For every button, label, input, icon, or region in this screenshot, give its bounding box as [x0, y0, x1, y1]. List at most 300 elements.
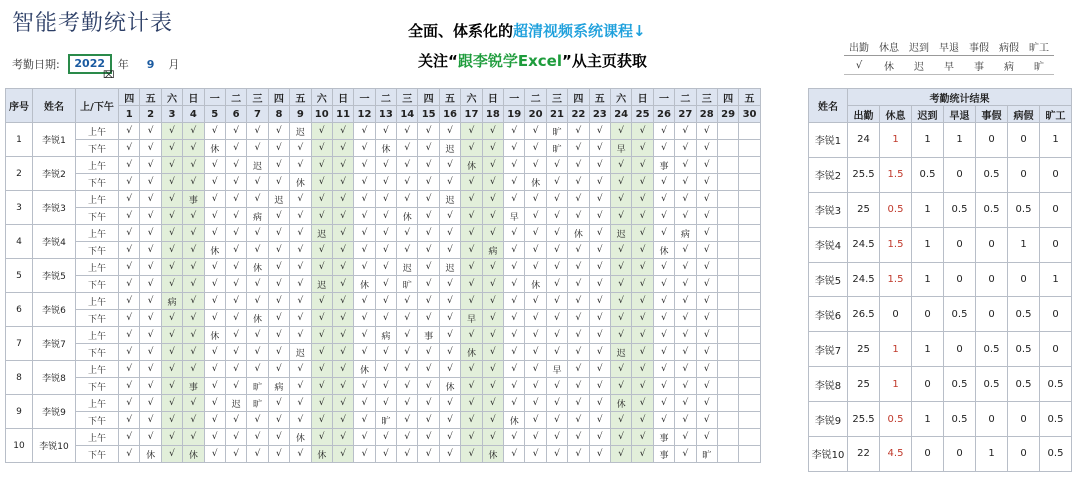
attendance-cell[interactable]: √	[589, 378, 610, 395]
attendance-cell[interactable]: 旷	[247, 395, 268, 412]
attendance-cell[interactable]: 事	[183, 191, 204, 208]
attendance-cell[interactable]: √	[119, 191, 140, 208]
attendance-cell[interactable]: 休	[247, 259, 268, 276]
attendance-cell[interactable]: 迟	[225, 395, 246, 412]
attendance-cell[interactable]: √	[632, 344, 653, 361]
attendance-cell[interactable]: √	[397, 242, 418, 259]
attendance-cell[interactable]: √	[247, 429, 268, 446]
attendance-cell[interactable]: √	[140, 140, 161, 157]
attendance-cell[interactable]: √	[439, 276, 460, 293]
attendance-cell[interactable]: √	[247, 191, 268, 208]
attendance-cell[interactable]: √	[183, 429, 204, 446]
attendance-cell[interactable]: √	[119, 276, 140, 293]
attendance-cell[interactable]: √	[225, 378, 246, 395]
attendance-cell[interactable]: √	[161, 242, 182, 259]
attendance-cell[interactable]: √	[589, 395, 610, 412]
attendance-cell[interactable]: √	[504, 429, 525, 446]
attendance-cell[interactable]: √	[247, 412, 268, 429]
attendance-cell[interactable]: √	[311, 140, 332, 157]
attendance-cell[interactable]: √	[482, 361, 503, 378]
month-input[interactable]: 9	[146, 57, 155, 71]
attendance-cell[interactable]	[739, 242, 760, 259]
attendance-cell[interactable]: √	[375, 191, 396, 208]
year-input[interactable]: 2022	[68, 54, 112, 74]
attendance-cell[interactable]: √	[589, 242, 610, 259]
attendance-cell[interactable]	[717, 174, 738, 191]
attendance-cell[interactable]: √	[332, 140, 353, 157]
attendance-cell[interactable]: √	[418, 276, 439, 293]
attendance-cell[interactable]: √	[140, 395, 161, 412]
attendance-cell[interactable]: √	[183, 259, 204, 276]
attendance-cell[interactable]: √	[568, 378, 589, 395]
attendance-cell[interactable]: √	[332, 157, 353, 174]
attendance-cell[interactable]: √	[546, 293, 567, 310]
attendance-cell[interactable]: √	[610, 446, 631, 463]
attendance-cell[interactable]: √	[204, 429, 225, 446]
attendance-cell[interactable]: √	[290, 395, 311, 412]
attendance-cell[interactable]: √	[504, 293, 525, 310]
attendance-cell[interactable]: √	[525, 429, 546, 446]
attendance-cell[interactable]: √	[632, 446, 653, 463]
attendance-cell[interactable]: √	[504, 123, 525, 140]
attendance-cell[interactable]: √	[119, 395, 140, 412]
attendance-cell[interactable]: 休	[397, 208, 418, 225]
attendance-cell[interactable]: √	[332, 225, 353, 242]
attendance-cell[interactable]: √	[183, 310, 204, 327]
attendance-cell[interactable]: √	[204, 123, 225, 140]
attendance-cell[interactable]: √	[204, 174, 225, 191]
attendance-cell[interactable]: √	[439, 327, 460, 344]
attendance-cell[interactable]: √	[675, 259, 696, 276]
attendance-cell[interactable]: √	[225, 259, 246, 276]
attendance-cell[interactable]: √	[653, 208, 674, 225]
attendance-cell[interactable]: √	[311, 310, 332, 327]
attendance-cell[interactable]	[717, 225, 738, 242]
attendance-cell[interactable]: √	[204, 293, 225, 310]
attendance-cell[interactable]: √	[161, 157, 182, 174]
attendance-cell[interactable]: √	[375, 378, 396, 395]
attendance-cell[interactable]: √	[504, 259, 525, 276]
attendance-cell[interactable]: √	[610, 310, 631, 327]
attendance-cell[interactable]: √	[418, 157, 439, 174]
attendance-cell[interactable]: √	[525, 378, 546, 395]
attendance-cell[interactable]: √	[568, 242, 589, 259]
attendance-cell[interactable]	[739, 123, 760, 140]
attendance-cell[interactable]: √	[354, 157, 375, 174]
attendance-cell[interactable]: 休	[610, 395, 631, 412]
attendance-cell[interactable]	[717, 191, 738, 208]
attendance-cell[interactable]: √	[482, 174, 503, 191]
attendance-cell[interactable]: 旷	[247, 378, 268, 395]
attendance-cell[interactable]: √	[418, 293, 439, 310]
attendance-cell[interactable]: √	[525, 395, 546, 412]
attendance-cell[interactable]: √	[268, 259, 289, 276]
attendance-cell[interactable]: √	[140, 242, 161, 259]
attendance-cell[interactable]: √	[204, 412, 225, 429]
attendance-cell[interactable]: √	[482, 208, 503, 225]
attendance-cell[interactable]: √	[632, 429, 653, 446]
attendance-cell[interactable]: √	[204, 361, 225, 378]
attendance-cell[interactable]: √	[268, 157, 289, 174]
attendance-cell[interactable]: √	[290, 361, 311, 378]
attendance-cell[interactable]: √	[482, 429, 503, 446]
attendance-cell[interactable]: √	[696, 174, 717, 191]
attendance-cell[interactable]: √	[225, 293, 246, 310]
attendance-cell[interactable]: √	[696, 157, 717, 174]
attendance-cell[interactable]: √	[397, 310, 418, 327]
attendance-cell[interactable]: √	[225, 208, 246, 225]
attendance-cell[interactable]	[739, 327, 760, 344]
attendance-cell[interactable]: √	[504, 395, 525, 412]
attendance-cell[interactable]: √	[504, 327, 525, 344]
attendance-cell[interactable]: √	[375, 361, 396, 378]
attendance-cell[interactable]: √	[439, 395, 460, 412]
attendance-cell[interactable]: √	[375, 208, 396, 225]
attendance-cell[interactable]: √	[418, 412, 439, 429]
attendance-cell[interactable]: √	[290, 446, 311, 463]
attendance-cell[interactable]: √	[161, 225, 182, 242]
attendance-cell[interactable]: 病	[675, 225, 696, 242]
attendance-cell[interactable]: √	[546, 429, 567, 446]
attendance-cell[interactable]: √	[653, 395, 674, 412]
attendance-cell[interactable]: √	[290, 225, 311, 242]
attendance-cell[interactable]: √	[311, 412, 332, 429]
attendance-cell[interactable]	[739, 310, 760, 327]
attendance-cell[interactable]: 迟	[290, 123, 311, 140]
attendance-cell[interactable]: √	[482, 259, 503, 276]
attendance-cell[interactable]: √	[247, 242, 268, 259]
attendance-cell[interactable]: √	[568, 174, 589, 191]
attendance-cell[interactable]: √	[183, 208, 204, 225]
attendance-cell[interactable]: √	[140, 225, 161, 242]
attendance-cell[interactable]: √	[332, 123, 353, 140]
attendance-cell[interactable]: √	[375, 123, 396, 140]
attendance-cell[interactable]: √	[119, 293, 140, 310]
attendance-cell[interactable]: √	[375, 310, 396, 327]
attendance-cell[interactable]: √	[632, 140, 653, 157]
attendance-cell[interactable]: √	[461, 140, 482, 157]
attendance-cell[interactable]: √	[610, 123, 631, 140]
attendance-cell[interactable]: 休	[290, 429, 311, 446]
attendance-cell[interactable]: √	[675, 327, 696, 344]
attendance-cell[interactable]: √	[354, 310, 375, 327]
attendance-cell[interactable]: √	[632, 225, 653, 242]
attendance-cell[interactable]	[739, 429, 760, 446]
attendance-cell[interactable]: √	[525, 242, 546, 259]
attendance-cell[interactable]: 旷	[546, 140, 567, 157]
attendance-cell[interactable]: √	[696, 361, 717, 378]
attendance-cell[interactable]: √	[696, 327, 717, 344]
attendance-cell[interactable]	[717, 327, 738, 344]
attendance-cell[interactable]: √	[610, 327, 631, 344]
attendance-cell[interactable]: √	[461, 446, 482, 463]
attendance-cell[interactable]: √	[461, 378, 482, 395]
attendance-cell[interactable]: √	[632, 191, 653, 208]
attendance-cell[interactable]: √	[140, 157, 161, 174]
attendance-cell[interactable]	[717, 259, 738, 276]
attendance-cell[interactable]: √	[482, 225, 503, 242]
attendance-cell[interactable]: √	[653, 293, 674, 310]
attendance-cell[interactable]: √	[161, 310, 182, 327]
attendance-cell[interactable]: √	[525, 310, 546, 327]
attendance-cell[interactable]: √	[696, 344, 717, 361]
attendance-cell[interactable]: √	[439, 361, 460, 378]
attendance-cell[interactable]: √	[397, 327, 418, 344]
attendance-cell[interactable]: √	[119, 157, 140, 174]
attendance-cell[interactable]: √	[183, 157, 204, 174]
attendance-cell[interactable]: √	[268, 446, 289, 463]
attendance-cell[interactable]: √	[568, 344, 589, 361]
attendance-cell[interactable]: 休	[525, 276, 546, 293]
attendance-cell[interactable]: √	[589, 140, 610, 157]
attendance-cell[interactable]: 休	[504, 412, 525, 429]
attendance-cell[interactable]: √	[225, 276, 246, 293]
attendance-cell[interactable]: √	[204, 259, 225, 276]
attendance-cell[interactable]	[717, 157, 738, 174]
attendance-cell[interactable]: √	[225, 361, 246, 378]
attendance-cell[interactable]: √	[653, 378, 674, 395]
attendance-cell[interactable]: 迟	[247, 157, 268, 174]
attendance-cell[interactable]: 休	[568, 225, 589, 242]
attendance-cell[interactable]: √	[119, 259, 140, 276]
attendance-cell[interactable]: 旷	[696, 446, 717, 463]
attendance-cell[interactable]: √	[268, 395, 289, 412]
attendance-cell[interactable]: √	[632, 293, 653, 310]
attendance-cell[interactable]: √	[675, 344, 696, 361]
attendance-cell[interactable]: √	[140, 412, 161, 429]
attendance-cell[interactable]: √	[482, 378, 503, 395]
attendance-cell[interactable]: √	[482, 344, 503, 361]
attendance-cell[interactable]: √	[696, 395, 717, 412]
attendance-cell[interactable]: √	[696, 140, 717, 157]
attendance-cell[interactable]: √	[332, 174, 353, 191]
attendance-cell[interactable]: 休	[461, 344, 482, 361]
attendance-cell[interactable]: √	[546, 242, 567, 259]
attendance-cell[interactable]: √	[354, 412, 375, 429]
attendance-cell[interactable]: √	[546, 310, 567, 327]
attendance-cell[interactable]: √	[525, 446, 546, 463]
attendance-cell[interactable]: √	[311, 123, 332, 140]
attendance-cell[interactable]: √	[610, 361, 631, 378]
attendance-cell[interactable]	[739, 412, 760, 429]
attendance-cell[interactable]: √	[696, 259, 717, 276]
attendance-cell[interactable]	[717, 344, 738, 361]
attendance-cell[interactable]: √	[247, 123, 268, 140]
attendance-cell[interactable]: √	[161, 140, 182, 157]
attendance-cell[interactable]: √	[161, 412, 182, 429]
attendance-cell[interactable]: √	[589, 225, 610, 242]
attendance-cell[interactable]: √	[632, 276, 653, 293]
attendance-cell[interactable]: √	[204, 157, 225, 174]
attendance-cell[interactable]: √	[589, 123, 610, 140]
attendance-cell[interactable]: √	[653, 310, 674, 327]
attendance-cell[interactable]: 休	[653, 242, 674, 259]
attendance-cell[interactable]: √	[696, 242, 717, 259]
attendance-cell[interactable]: √	[675, 140, 696, 157]
attendance-cell[interactable]: 迟	[290, 344, 311, 361]
attendance-cell[interactable]: √	[525, 157, 546, 174]
attendance-cell[interactable]: √	[268, 361, 289, 378]
attendance-cell[interactable]: √	[268, 412, 289, 429]
attendance-cell[interactable]	[739, 174, 760, 191]
attendance-cell[interactable]: √	[140, 276, 161, 293]
attendance-cell[interactable]: √	[183, 327, 204, 344]
attendance-cell[interactable]: √	[418, 378, 439, 395]
attendance-cell[interactable]: √	[119, 140, 140, 157]
attendance-cell[interactable]	[739, 140, 760, 157]
attendance-cell[interactable]: √	[354, 242, 375, 259]
attendance-cell[interactable]: √	[525, 123, 546, 140]
attendance-cell[interactable]: 迟	[610, 344, 631, 361]
attendance-cell[interactable]: √	[397, 191, 418, 208]
attendance-cell[interactable]: √	[653, 344, 674, 361]
attendance-cell[interactable]: √	[311, 361, 332, 378]
attendance-cell[interactable]: √	[397, 361, 418, 378]
attendance-cell[interactable]: 迟	[439, 259, 460, 276]
attendance-cell[interactable]: √	[311, 191, 332, 208]
attendance-cell[interactable]: √	[675, 361, 696, 378]
attendance-cell[interactable]: √	[675, 174, 696, 191]
attendance-cell[interactable]: √	[204, 310, 225, 327]
attendance-cell[interactable]: √	[482, 157, 503, 174]
attendance-cell[interactable]: √	[332, 259, 353, 276]
attendance-cell[interactable]	[739, 225, 760, 242]
attendance-cell[interactable]: √	[268, 429, 289, 446]
attendance-cell[interactable]: √	[525, 191, 546, 208]
attendance-cell[interactable]: √	[632, 259, 653, 276]
attendance-cell[interactable]: √	[568, 208, 589, 225]
attendance-cell[interactable]: √	[546, 259, 567, 276]
attendance-cell[interactable]	[717, 123, 738, 140]
attendance-cell[interactable]: √	[461, 429, 482, 446]
attendance-cell[interactable]: 病	[247, 208, 268, 225]
attendance-cell[interactable]: √	[568, 157, 589, 174]
attendance-cell[interactable]: √	[247, 225, 268, 242]
attendance-cell[interactable]	[717, 378, 738, 395]
attendance-cell[interactable]: √	[354, 378, 375, 395]
attendance-cell[interactable]: √	[268, 174, 289, 191]
attendance-cell[interactable]: √	[204, 276, 225, 293]
attendance-cell[interactable]: √	[161, 123, 182, 140]
attendance-cell[interactable]: √	[610, 242, 631, 259]
attendance-cell[interactable]: √	[290, 259, 311, 276]
attendance-cell[interactable]: √	[418, 310, 439, 327]
attendance-cell[interactable]: √	[247, 446, 268, 463]
attendance-cell[interactable]: √	[375, 276, 396, 293]
attendance-cell[interactable]: √	[225, 123, 246, 140]
attendance-cell[interactable]: √	[140, 327, 161, 344]
attendance-cell[interactable]: √	[610, 429, 631, 446]
attendance-cell[interactable]: √	[119, 225, 140, 242]
attendance-cell[interactable]	[717, 242, 738, 259]
attendance-cell[interactable]: 休	[183, 446, 204, 463]
attendance-cell[interactable]: √	[461, 276, 482, 293]
attendance-cell[interactable]: √	[418, 208, 439, 225]
attendance-cell[interactable]: √	[140, 429, 161, 446]
attendance-cell[interactable]: √	[610, 259, 631, 276]
attendance-cell[interactable]: √	[461, 361, 482, 378]
attendance-cell[interactable]: √	[653, 174, 674, 191]
attendance-cell[interactable]: √	[675, 310, 696, 327]
attendance-cell[interactable]: 休	[204, 327, 225, 344]
attendance-cell[interactable]: √	[610, 191, 631, 208]
attendance-cell[interactable]: √	[375, 174, 396, 191]
attendance-cell[interactable]: √	[589, 174, 610, 191]
attendance-cell[interactable]: √	[632, 395, 653, 412]
attendance-cell[interactable]: √	[311, 208, 332, 225]
attendance-cell[interactable]: √	[247, 174, 268, 191]
attendance-cell[interactable]: √	[375, 429, 396, 446]
attendance-cell[interactable]: √	[439, 446, 460, 463]
attendance-cell[interactable]: √	[439, 293, 460, 310]
attendance-cell[interactable]: √	[161, 429, 182, 446]
attendance-cell[interactable]: √	[546, 157, 567, 174]
attendance-cell[interactable]: √	[354, 208, 375, 225]
attendance-cell[interactable]: √	[418, 446, 439, 463]
attendance-cell[interactable]: √	[161, 259, 182, 276]
attendance-cell[interactable]: 早	[610, 140, 631, 157]
attendance-cell[interactable]: 早	[546, 361, 567, 378]
attendance-cell[interactable]: √	[504, 191, 525, 208]
attendance-cell[interactable]: √	[397, 378, 418, 395]
attendance-cell[interactable]: √	[290, 157, 311, 174]
attendance-cell[interactable]: √	[375, 259, 396, 276]
attendance-cell[interactable]: √	[675, 293, 696, 310]
attendance-cell[interactable]: √	[696, 276, 717, 293]
attendance-cell[interactable]: √	[546, 174, 567, 191]
attendance-cell[interactable]: √	[653, 276, 674, 293]
attendance-cell[interactable]	[717, 412, 738, 429]
attendance-cell[interactable]: √	[568, 276, 589, 293]
attendance-cell[interactable]: √	[247, 344, 268, 361]
attendance-cell[interactable]: √	[461, 327, 482, 344]
attendance-cell[interactable]: √	[482, 140, 503, 157]
attendance-cell[interactable]	[717, 140, 738, 157]
attendance-cell[interactable]: √	[504, 378, 525, 395]
attendance-cell[interactable]: √	[140, 123, 161, 140]
attendance-cell[interactable]: √	[482, 123, 503, 140]
attendance-cell[interactable]: √	[204, 225, 225, 242]
attendance-cell[interactable]: √	[632, 378, 653, 395]
attendance-cell[interactable]	[739, 293, 760, 310]
attendance-cell[interactable]: √	[696, 378, 717, 395]
attendance-cell[interactable]: √	[375, 157, 396, 174]
attendance-cell[interactable]: √	[140, 191, 161, 208]
attendance-cell[interactable]: √	[311, 429, 332, 446]
attendance-cell[interactable]: √	[161, 446, 182, 463]
attendance-cell[interactable]: √	[546, 208, 567, 225]
attendance-cell[interactable]: √	[311, 174, 332, 191]
attendance-cell[interactable]: 休	[482, 446, 503, 463]
attendance-cell[interactable]: √	[675, 378, 696, 395]
attendance-cell[interactable]: √	[161, 276, 182, 293]
attendance-cell[interactable]: 休	[204, 140, 225, 157]
attendance-cell[interactable]: √	[204, 378, 225, 395]
attendance-cell[interactable]: √	[504, 174, 525, 191]
attendance-cell[interactable]: √	[397, 225, 418, 242]
attendance-cell[interactable]: √	[568, 361, 589, 378]
attendance-cell[interactable]: √	[375, 344, 396, 361]
attendance-cell[interactable]: 休	[204, 242, 225, 259]
attendance-cell[interactable]	[739, 157, 760, 174]
attendance-cell[interactable]	[739, 259, 760, 276]
attendance-cell[interactable]: √	[653, 259, 674, 276]
attendance-cell[interactable]: √	[589, 327, 610, 344]
attendance-cell[interactable]: √	[546, 395, 567, 412]
attendance-cell[interactable]: √	[461, 174, 482, 191]
attendance-cell[interactable]: √	[632, 157, 653, 174]
attendance-cell[interactable]: √	[354, 174, 375, 191]
